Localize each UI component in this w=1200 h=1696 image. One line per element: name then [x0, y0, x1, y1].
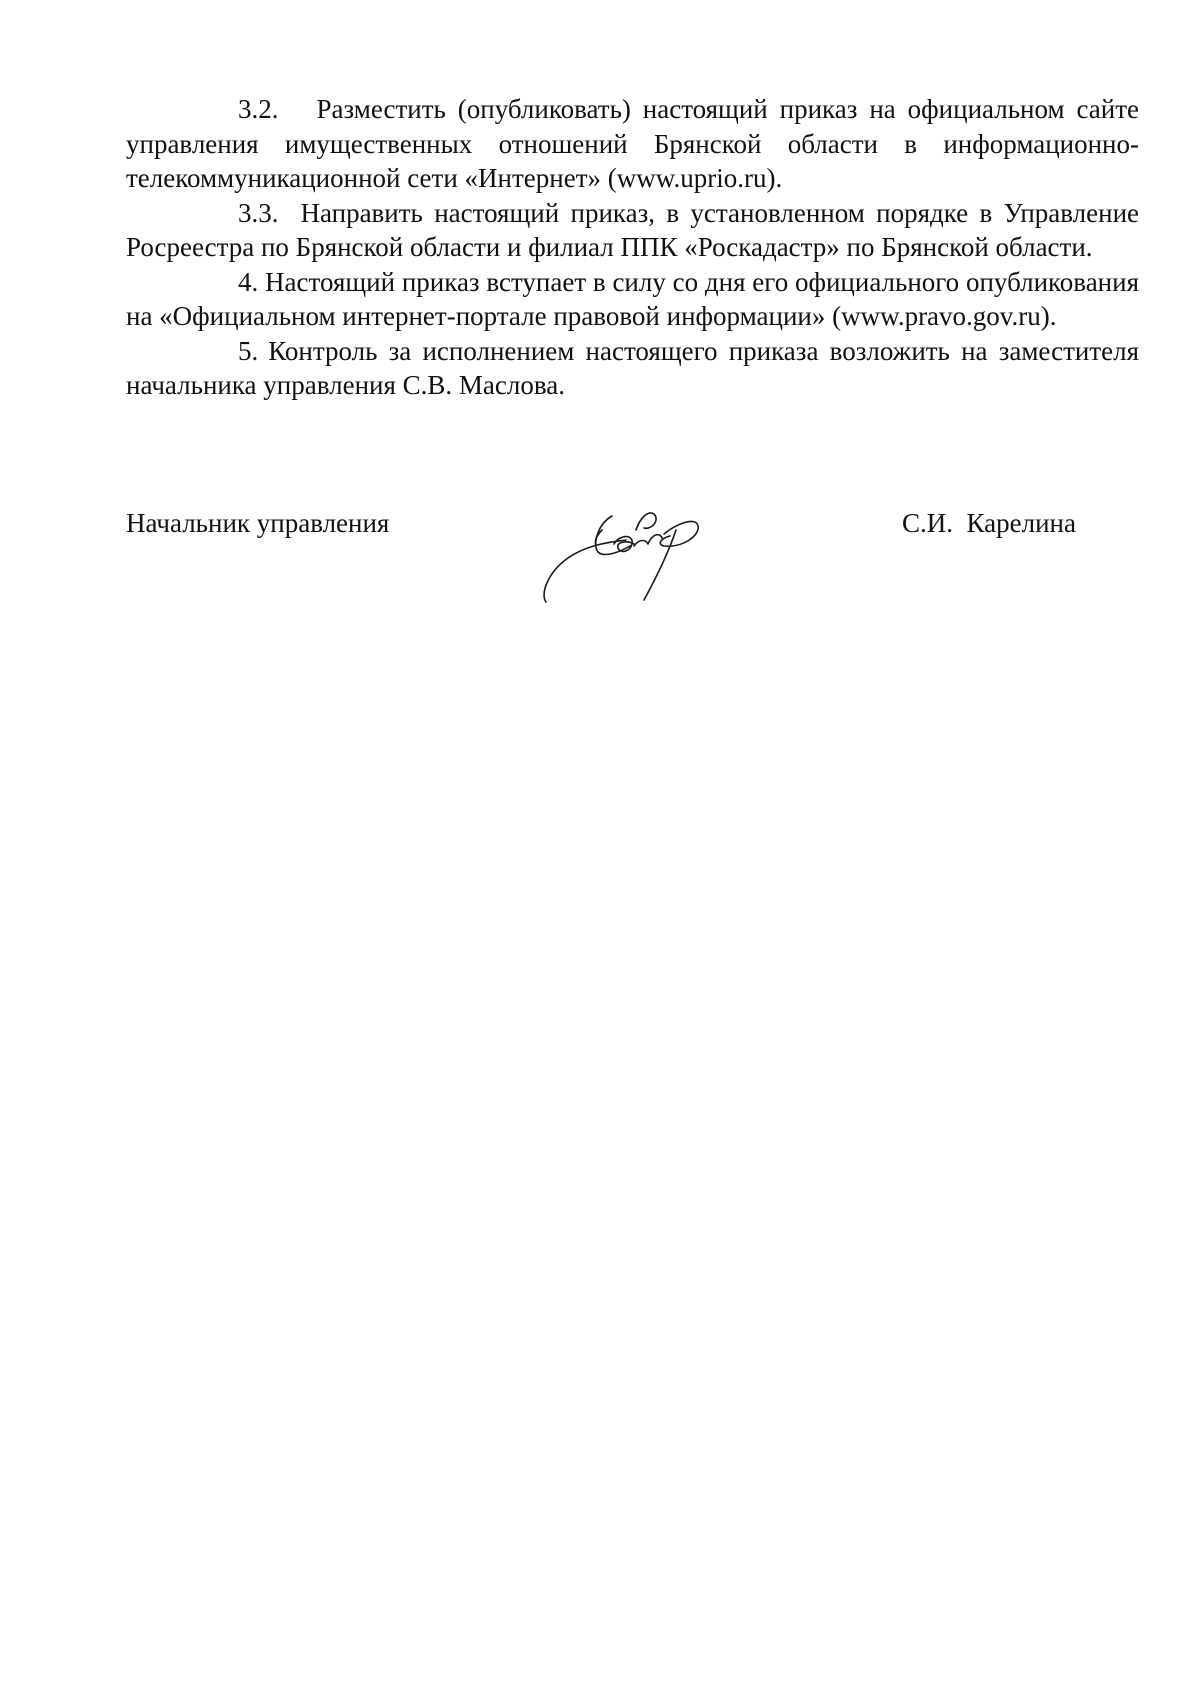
paragraph-text: Разместить (опубликовать) настоящий приказ на официальном сайте управления имущественных отношений Брянской области в информационно-телекоммуникационной сети «Интернет» (www.uprio.ru). [126, 94, 1139, 193]
paragraph-5 [126, 334, 1139, 403]
signature-block [126, 506, 1139, 616]
paragraph-number: 3.3. [238, 197, 279, 228]
signatory-position: Начальник управления [126, 508, 390, 538]
paragraph-4 [126, 265, 1139, 334]
handwritten-signature [536, 494, 711, 614]
paragraph-3-3 [126, 196, 1139, 265]
paragraph-number: 4. [238, 266, 259, 297]
paragraph-text: Настоящий приказ вступает в силу со дня его официального опубликования на «Официальном интернет-портале правовой информации» (www.pravo.gov.ru). [126, 266, 1139, 331]
signatory-name: С.И. Карелина [902, 508, 1076, 538]
paragraph-3-2 [126, 92, 1139, 196]
paragraph-number: 3.2. [238, 94, 279, 124]
document-body [126, 92, 1139, 403]
paragraph-number: 5. [238, 335, 259, 366]
paragraph-text: Направить настоящий приказ, в установленном порядке в Управление Росреестра по Брянской области и филиал ППК «Роскадастр» по Брянской области. [126, 197, 1139, 262]
paragraph-text: Контроль за исполнением настоящего приказа возложить на заместителя начальника управления С.В. Маслова. [126, 335, 1139, 400]
